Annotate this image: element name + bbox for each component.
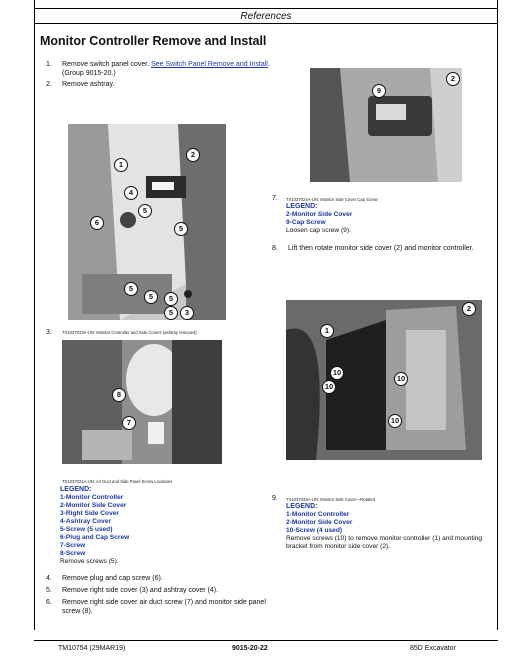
legend-heading: LEGEND: xyxy=(286,203,318,210)
section-title: Monitor Controller Remove and Install xyxy=(40,34,267,48)
legend-item: 4-Ashtray Cover xyxy=(60,518,111,525)
see-switch-panel-link[interactable]: See Switch Panel Remove and Install xyxy=(151,61,268,68)
legend-step-7 xyxy=(286,203,486,235)
legend-item: 5-Screw (5 used) xyxy=(60,526,113,533)
callout-2: 2 xyxy=(186,148,200,162)
callout-5: 5 xyxy=(124,282,138,296)
footer-page-number: 9015-20-22 xyxy=(232,645,268,652)
footer-machine: 85D Excavator xyxy=(410,645,456,652)
legend-item: 6-Plug and Cap Screw xyxy=(60,534,130,541)
legend-item: 8-Screw xyxy=(60,550,86,557)
callout-6: 6 xyxy=(90,216,104,230)
step-text: Remove switch panel cover. xyxy=(62,61,150,68)
legend-item: 9-Cap Screw xyxy=(286,219,326,226)
callout-10: 10 xyxy=(322,380,336,394)
callout-7: 7 xyxy=(122,416,136,430)
figure-monitor-controller-side-covers xyxy=(68,124,226,320)
legend-item: 3-Right Side Cover xyxy=(60,510,119,517)
callout-5: 5 xyxy=(164,306,178,320)
callout-1: 1 xyxy=(320,324,334,338)
step-text-after: . (Group 9015-20.) xyxy=(62,61,270,77)
legend-step-9 xyxy=(286,503,492,551)
callout-10: 10 xyxy=(394,372,408,386)
legend-item: 1-Monitor Controller xyxy=(286,511,350,518)
step-text: Lift then rotate monitor side cover (2) and monitor controller. xyxy=(288,245,474,252)
callout-4: 4 xyxy=(124,186,138,200)
legend-note: Remove screws (10) to remove monitor controller (1) and mounting bracket from monitor side cover (2). xyxy=(286,535,483,550)
step-text: Remove right side cover (3) and ashtray cover (4). xyxy=(62,587,219,594)
legend-item: 7-Screw xyxy=(60,542,86,549)
figure-side-cover-rotated xyxy=(286,300,482,460)
legend-heading: LEGEND: xyxy=(60,486,92,493)
legend-heading: LEGEND: xyxy=(286,503,318,510)
callout-10: 10 xyxy=(330,366,344,380)
figure-caption: TX1037021A-UN: Air Duct and Side Panel Screw Locations xyxy=(62,479,173,484)
figure-illustration xyxy=(286,300,482,460)
callout-10: 10 xyxy=(388,414,402,428)
legend-item: 2-Monitor Side Cover xyxy=(286,519,353,526)
figure-illustration xyxy=(62,340,222,464)
footer-rule xyxy=(34,640,498,641)
callout-5: 5 xyxy=(164,292,178,306)
callout-2: 2 xyxy=(446,72,460,86)
callout-5: 5 xyxy=(144,290,158,304)
footer-doc-id: TM10754 (29MAR19) xyxy=(58,645,126,652)
step-number: 4. xyxy=(46,575,52,582)
step-number: 3. xyxy=(46,329,52,336)
step-number: 1. xyxy=(46,61,52,68)
callout-1: 1 xyxy=(114,158,128,172)
header-band xyxy=(34,8,498,24)
legend-item: 2-Monitor Side Cover xyxy=(60,502,127,509)
legend-item: 2-Monitor Side Cover xyxy=(286,211,353,218)
step-number: 2. xyxy=(46,81,52,88)
callout-2: 2 xyxy=(462,302,476,316)
figure-caption: TX1037024A-UN: Monitor Side Cover Cap Screw xyxy=(286,197,378,202)
callout-8: 8 xyxy=(112,388,126,402)
callout-9: 9 xyxy=(372,84,386,98)
figure-caption: TX1037023A-UN: Monitor Controller and Side Covers (ashtray removed) xyxy=(62,330,197,335)
figure-side-cover-cap-screw xyxy=(310,68,462,182)
legend-note: Loosen cap screw (9). xyxy=(286,227,351,234)
legend-note: Remove screws (5). xyxy=(60,558,119,565)
step-text: Remove ashtray. xyxy=(62,81,115,88)
legend-item: 10-Screw (4 used) xyxy=(286,527,343,534)
figure-illustration xyxy=(310,68,462,182)
step-number: 8. xyxy=(272,245,278,252)
step-text: Remove plug and cap screw (6). xyxy=(62,575,163,582)
figure-air-duct-screws xyxy=(62,340,222,464)
callout-3: 3 xyxy=(180,306,194,320)
step-text: Remove right side cover air duct screw (7) and monitor side panel screw (8). xyxy=(62,599,266,615)
step-number: 5. xyxy=(46,587,52,594)
figure-caption: TX1037025A-UN: Monitor Side Cover—Rotated xyxy=(286,497,375,502)
step-number: 6. xyxy=(46,599,52,606)
callout-5: 5 xyxy=(174,222,188,236)
legend-left xyxy=(60,486,260,566)
callout-5: 5 xyxy=(138,204,152,218)
step-number: 7. xyxy=(272,195,278,202)
header-title: References xyxy=(240,11,292,22)
step-number: 9. xyxy=(272,495,278,502)
legend-item: 1-Monitor Controller xyxy=(60,494,124,501)
